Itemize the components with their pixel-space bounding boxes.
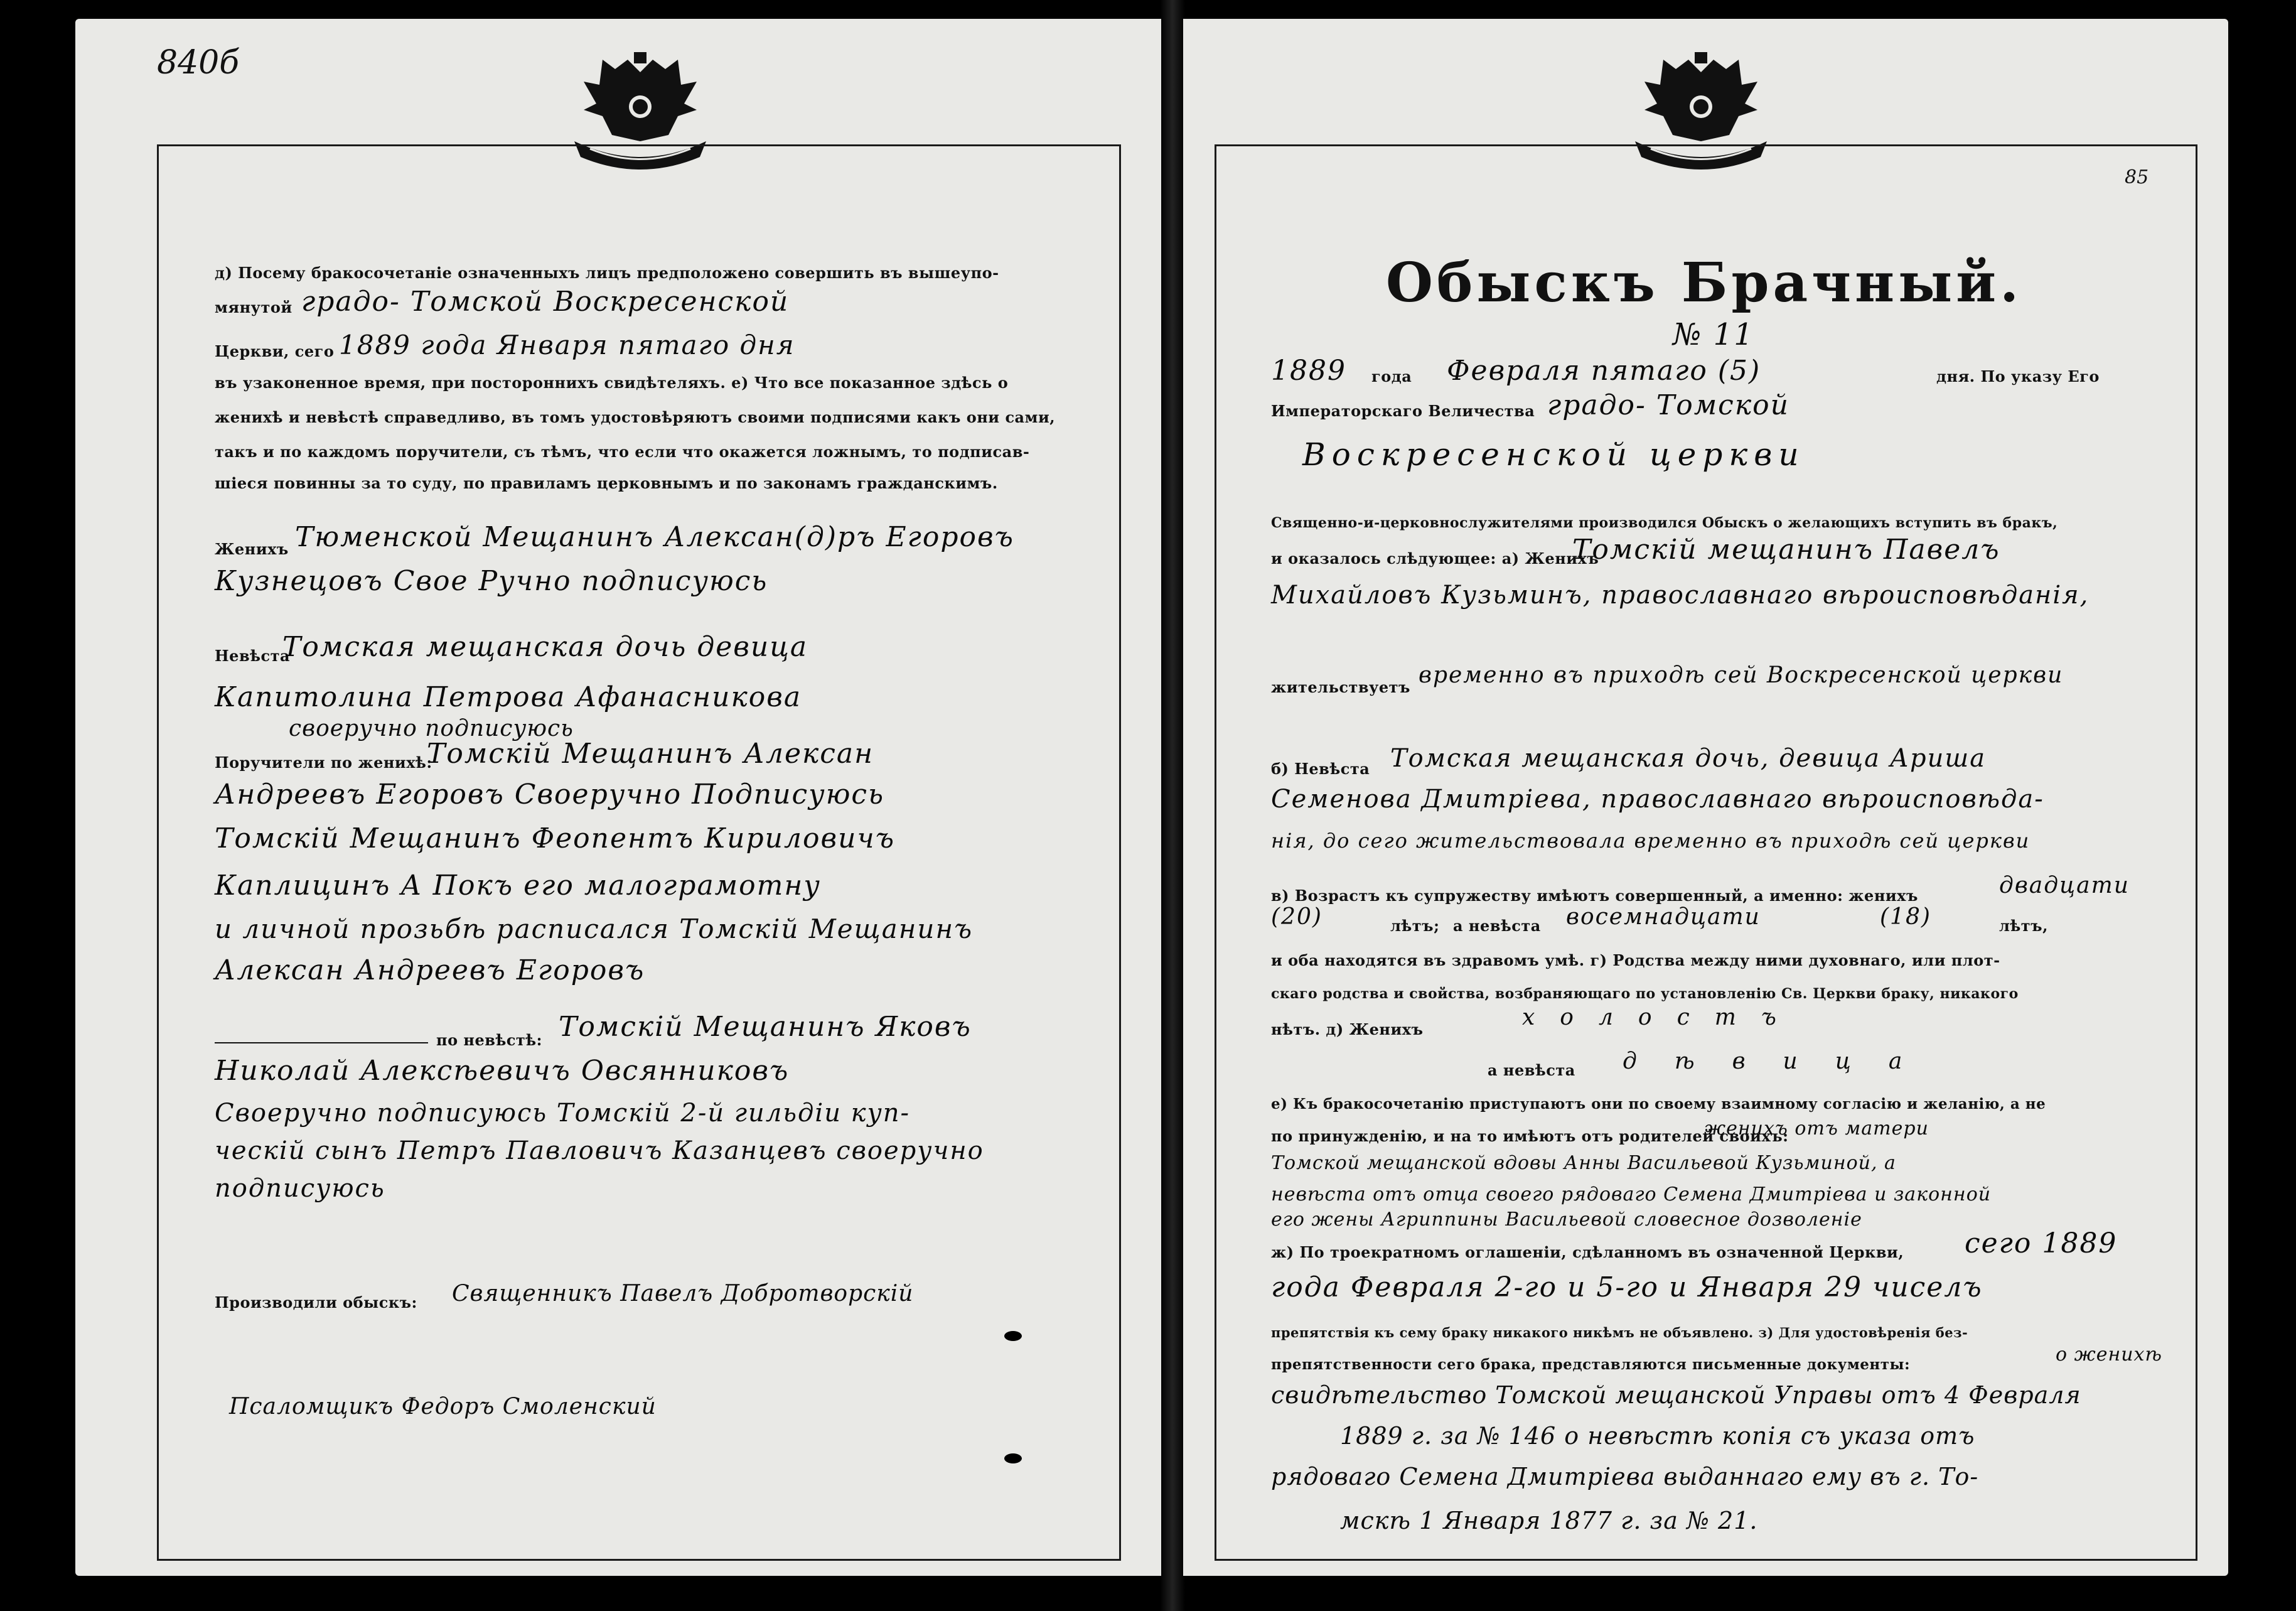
- signature-rule: [215, 1042, 428, 1043]
- folio-number-right: 85: [2125, 166, 2149, 188]
- guarantor-groom-line-1: Томскій Мещанинъ Алексан: [427, 738, 874, 770]
- banns-hand-1: сего 1889: [1965, 1227, 2118, 1259]
- consent-hand-4: его жены Агриппины Васильевой словесное дозволеніе: [1271, 1209, 1862, 1231]
- consent-line-1: е) Къ бракосочетанію приступаютъ они по своему взаимному согласію и желанію, а не: [1271, 1096, 2046, 1113]
- guarantors-bride-label: по невѣстѣ:: [436, 1031, 543, 1049]
- documents-line-1: препятствія къ сему браку никакого никѣмъ не объявлено. з) Для удостовѣренія без-: [1271, 1325, 1968, 1340]
- kinship-line-1: и оба находятся въ здравомъ умѣ. г) Родства между ними духовнаго, или плот-: [1271, 951, 2000, 969]
- paragraph-d-line-4: въ узаконенное время, при постороннихъ свидѣтеляхъ. е) Что все показанное здѣсь о: [215, 374, 1009, 392]
- folio-number-left: 840б: [157, 44, 239, 82]
- residence-label: жительствуетъ: [1271, 678, 1410, 696]
- decree-city: градо- Томской: [1547, 389, 1789, 421]
- years-label-1: лѣтъ;: [1390, 917, 1440, 935]
- guarantor-bride-line-5: подписуюсь: [215, 1174, 385, 1203]
- groom-age-words: двадцати: [1999, 873, 2130, 898]
- search-performed-label: Производили обыскъ:: [215, 1293, 417, 1312]
- handwritten-place: градо- Томской Воскресенской: [301, 286, 790, 318]
- groom-signature-1: Тюменской Мещанинъ Алексан(д)ръ Егоровъ: [295, 521, 1014, 553]
- consent-line-2: по принужденію, и на то имѣютъ отъ родителей своихъ:: [1271, 1127, 1789, 1145]
- right-page: [1183, 19, 2228, 1576]
- psalmist-signature: Псаломщикъ Федоръ Смоленский: [229, 1394, 657, 1420]
- groom-status-label: нѣтъ. д) Женихъ: [1271, 1020, 1424, 1038]
- bride-signature-2: Капитолина Петрова Афанасникова: [215, 681, 802, 713]
- bride-signature-1: Томская мещанская дочь девица: [282, 631, 808, 663]
- bride-b-label: б) Невѣста: [1271, 760, 1370, 778]
- handwritten-date: 1889 года Января пятаго дня: [339, 330, 795, 360]
- date-month-day: Февраля пятаго (5): [1447, 355, 1761, 387]
- guarantors-groom-label: Поручители по женихѣ:: [215, 753, 432, 772]
- paragraph-d-line-2: мянутой: [215, 298, 292, 316]
- documents-line-2: препятственности сего брака, представляются письменные документы:: [1271, 1356, 1911, 1373]
- decree-majesty: Императорскаго Величества: [1271, 402, 1535, 420]
- bride-status: дѣвица: [1623, 1048, 1940, 1074]
- documents-hand-5: мскѣ 1 Января 1877 г. за № 21.: [1340, 1507, 1758, 1534]
- banns-line: ж) По троекратномъ оглашеніи, сдѣланномъ въ означенной Церкви,: [1271, 1243, 1904, 1261]
- guarantor-bride-line-4: ческій сынъ Петръ Павловичъ Казанцевъ своеручно: [215, 1136, 984, 1165]
- guarantor-bride-line-3: Своеручно подписуюсь Томскій 2-й гильдіи куп-: [215, 1099, 911, 1128]
- groom-a-line-2: Михайловъ Кузьминъ, православнаго вѣроисповѣданія,: [1271, 581, 2089, 610]
- paragraph-d-line-3: Церкви, сего: [215, 342, 335, 360]
- documents-hand-3: 1889 г. за № 146 о невѣстѣ копія съ указа отъ: [1340, 1422, 1975, 1450]
- consent-hand-1: женихъ отъ матери: [1704, 1118, 1929, 1140]
- bride-b-line-1: Томская мещанская дочь, девица Ариша: [1390, 744, 1987, 773]
- book-spine: [1160, 0, 1185, 1611]
- kinship-line-2: скаго родства и свойства, возбраняющаго по установленію Св. Церкви браку, никакого: [1271, 986, 2019, 1002]
- groom-age-number: (20): [1271, 904, 1322, 930]
- groom-a-label: и оказалось слѣдующее: а) Женихъ: [1271, 549, 1599, 568]
- residence-hand: временно въ приходѣ сей Воскресенской церкви: [1419, 662, 2064, 688]
- decree-intro: дня. По указу Его: [1936, 367, 2100, 385]
- bride-status-label: а невѣста: [1488, 1061, 1575, 1079]
- guarantor-groom-line-3: Томскій Мещанинъ Феопентъ Кириловичъ: [215, 822, 896, 854]
- guarantor-groom-line-6: Алексан Андреевъ Егоровъ: [215, 954, 645, 986]
- ink-blot: [1004, 1453, 1022, 1463]
- bride-age-number: (18): [1880, 904, 1931, 930]
- groom-status: холостъ: [1522, 1005, 1801, 1030]
- groom-label: Женихъ: [215, 540, 289, 558]
- priest-signature: Священникъ Павелъ Добротворскій: [452, 1281, 914, 1307]
- record-number: № 11: [1673, 317, 1754, 352]
- document-title: Обыскъ Брачный.: [1385, 251, 2023, 315]
- left-page: [75, 19, 1161, 1576]
- banns-hand-2: года Февраля 2-го и 5-го и Января 29 чиселъ: [1271, 1271, 1983, 1303]
- groom-signature-2: Кузнецовъ Свое Ручно подписуюсь: [215, 565, 768, 597]
- age-line: в) Возрастъ къ супружеству имѣютъ совершенный, а именно: женихъ: [1271, 886, 1918, 905]
- date-year: 1889: [1271, 355, 1346, 387]
- consent-hand-3: невѣста отъ отца своего рядоваго Семена Дмитріева и законной: [1271, 1183, 1992, 1205]
- years-label-2: лѣтъ,: [1999, 917, 2048, 935]
- consent-hand-2: Томской мещанской вдовы Анны Васильевой Кузьминой, а: [1271, 1152, 1896, 1174]
- paragraph-d-line-1: д) Посему бракосочетаніе означенныхъ лицъ предположено совершить въ вышеупо-: [215, 264, 999, 282]
- guarantor-groom-line-4: Каплицинъ А Покъ его малограмотну: [215, 870, 821, 902]
- ink-blot: [1004, 1331, 1022, 1341]
- guarantor-groom-line-5: и личной прозьбѣ расписался Томскій Мещанинъ: [215, 913, 974, 944]
- bride-age-label: а невѣста: [1453, 917, 1541, 935]
- bride-b-line-3: нія, до сего жительствовала временно въ приходѣ сей церкви: [1271, 829, 2030, 853]
- guarantor-bride-line-1: Томскій Мещанинъ Яковъ: [559, 1011, 972, 1043]
- paragraph-d-line-7: шіеся повинны за то суду, по правиламъ церковнымъ и по законамъ гражданскимъ.: [215, 474, 998, 492]
- paragraph-d-line-5: женихѣ и невѣстѣ справедливо, въ томъ удостовѣряютъ своими подписями какъ они сами,: [215, 408, 1056, 426]
- groom-a-line-1: Томскій мещанинъ Павелъ: [1572, 534, 2000, 566]
- documents-hand-2: свидѣтельство Томской мещанской Управы отъ 4 Февраля: [1271, 1381, 2081, 1409]
- clergy-line: Священно-и-церковнослужителями производился Обыскъ о желающихъ вступить въ бракъ,: [1271, 515, 2058, 531]
- bride-age-words: восемнадцати: [1566, 904, 1761, 930]
- bride-signature-3: своеручно подписуюсь: [289, 716, 574, 741]
- date-year-label: года: [1371, 367, 1412, 385]
- bride-b-line-2: Семенова Дмитріева, православнаго вѣроисповѣда-: [1271, 785, 2044, 814]
- church-name: Воскресенской церкви: [1302, 436, 1805, 473]
- guarantor-groom-line-2: Андреевъ Егоровъ Своеручно Подписуюсь: [215, 779, 885, 811]
- bride-label: Невѣста: [215, 647, 291, 665]
- documents-hand-4: рядоваго Семена Дмитріева выданнаго ему въ г. То-: [1271, 1463, 1979, 1490]
- guarantor-bride-line-2: Николай Алексѣевичъ Овсянниковъ: [215, 1055, 790, 1087]
- documents-hand-1: о женихѣ: [2056, 1344, 2162, 1366]
- paragraph-d-line-6: такъ и по каждомъ поручители, съ тѣмъ, что если что окажется ложнымъ, то подписав-: [215, 443, 1030, 461]
